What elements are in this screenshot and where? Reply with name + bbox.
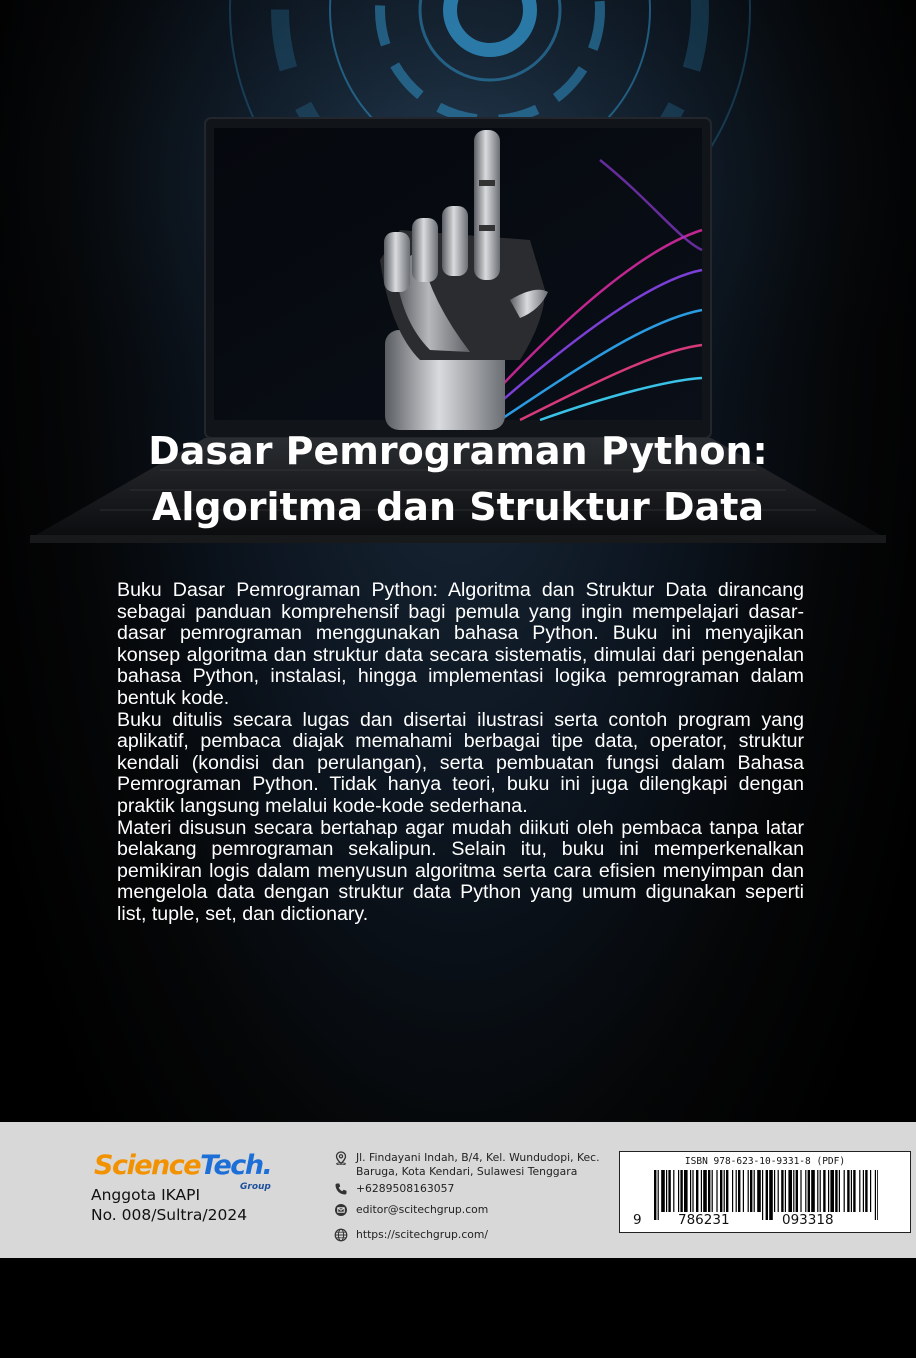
barcode-bar [828, 1170, 829, 1212]
phone-icon [334, 1182, 348, 1196]
barcode-digits-right: 093318 [782, 1212, 834, 1228]
barcode-bar [851, 1170, 852, 1212]
barcode-bar [658, 1170, 659, 1220]
barcode-bar [750, 1170, 752, 1212]
barcode-bar [692, 1170, 693, 1212]
barcode-bar [870, 1170, 871, 1212]
ikapi-membership: Anggota IKAPI [91, 1186, 201, 1204]
publisher-logo [94, 1150, 284, 1190]
contact-address [334, 1151, 624, 1179]
contact-phone [334, 1182, 454, 1196]
bottom-band [0, 1258, 916, 1358]
barcode-bar [830, 1170, 834, 1212]
barcode-bar [835, 1170, 837, 1212]
barcode-bar [661, 1170, 665, 1212]
barcode-bar [788, 1170, 792, 1212]
barcode-bar [690, 1170, 691, 1212]
barcode-bar [785, 1170, 786, 1212]
barcode-bar [875, 1170, 876, 1220]
phone-number[interactable]: +6289508163057 [356, 1182, 455, 1195]
barcode-bar [811, 1170, 815, 1212]
synopsis-paragraph: Materi disusun secara bertahap agar mudah diikuti oleh pembaca tanpa latar belakang pemrograman sekalipun. Selain itu, buku ini memperkenalkan pemikiran logis dalam menyusun algoritma serta cara efisien menyimpan dan mengelola data dengan struktur data Python yang umum digunakan seperti list, tuple, set, dan dictionary. [117, 816, 804, 925]
barcode-bar [726, 1170, 728, 1212]
robot-hand-laptop-illustration [0, 0, 916, 560]
contact-website [334, 1228, 488, 1242]
barcode-bar [778, 1170, 779, 1212]
barcode-digit-first: 9 [633, 1212, 642, 1228]
logo-group-label: Group [240, 1182, 271, 1192]
email-icon [334, 1203, 348, 1217]
barcode-bar [800, 1170, 801, 1212]
barcode-bar [769, 1170, 773, 1220]
book-title-line-1: Dasar Pemrograman Python: [148, 429, 768, 473]
isbn-barcode-box [619, 1151, 911, 1233]
ikapi-number: No. 008/Sultra/2024 [91, 1206, 248, 1224]
book-title-line-2: Algoritma dan Struktur Data [151, 485, 765, 529]
barcode-bar [847, 1170, 849, 1212]
synopsis-paragraph: Buku ditulis secara lugas dan disertai ilustrasi serta contoh program yang aplikatif, pembaca diajak memahami berbagai tipe data, operator, struktur kendali (kondisi dan perulangan), serta pembuatan fungsi dalam Bahasa Pemrograman Python. Tidak hanya teori, buku ini juga dilengkapi dengan praktik langsung melalui kode-kode sederhana. [117, 708, 804, 817]
barcode-bar [736, 1170, 737, 1212]
barcode-bar [757, 1170, 761, 1212]
barcode-bar [817, 1170, 818, 1212]
website-url[interactable]: https://scitechgrup.com/ [356, 1228, 489, 1241]
barcode-bar [805, 1170, 806, 1212]
barcode-bar [808, 1170, 810, 1212]
barcode-bar [863, 1170, 864, 1212]
barcode-bar [748, 1170, 749, 1212]
barcode-bar [793, 1170, 794, 1212]
contact-email [334, 1203, 488, 1217]
barcode-bar [853, 1170, 855, 1212]
barcode-bar [762, 1170, 763, 1220]
barcode-digits-left: 786231 [678, 1212, 730, 1228]
barcode-bar [724, 1170, 725, 1212]
barcode-bar [666, 1170, 667, 1212]
barcode-bar [754, 1170, 755, 1212]
barcode-bar [701, 1170, 702, 1212]
barcode-bar [673, 1170, 674, 1212]
barcode-bar [696, 1170, 698, 1212]
barcode-bar [680, 1170, 682, 1212]
barcode-bar [796, 1170, 798, 1212]
synopsis-paragraph: Buku Dasar Pemrograman Python: Algoritma dan Struktur Data dirancang sebagai panduan komprehensif bagi pemula yang ingin mempelajari dasar-dasar pemrograman menggunakan bahasa Python. Buku ini menyajikan konsep algoritma dan struktur data secara sistematis, dimulai dari pengenalan bahasa Python, instalasi, hingga implementasi logika pemrograman dalam bentuk kode. [117, 579, 804, 709]
barcode-bar [668, 1170, 670, 1212]
address-text: Jl. Findayani Indah, B/4, Kel. Wundudopi, Kec. Baruga, Kota Kendari, Sulawesi Tenggara [356, 1151, 600, 1178]
location-pin-icon [334, 1151, 348, 1165]
globe-icon [334, 1228, 348, 1242]
barcode-bar [712, 1170, 713, 1212]
barcode-bar [708, 1170, 710, 1212]
barcode-bar [716, 1170, 717, 1212]
barcode-bar [766, 1170, 768, 1220]
barcode-bar [678, 1170, 679, 1212]
barcode-bar [703, 1170, 707, 1212]
book-synopsis [117, 580, 804, 926]
barcode-bar [720, 1170, 722, 1212]
barcode-bar [865, 1170, 867, 1212]
email-address[interactable]: editor@scitechgrup.com [356, 1203, 489, 1216]
barcode-bar [820, 1170, 821, 1212]
barcode-bar [743, 1170, 744, 1212]
isbn-label: ISBN 978-623-10-9331-8 (PDF) [684, 1156, 846, 1167]
barcode-bar [877, 1170, 878, 1220]
barcode-bar [774, 1170, 775, 1212]
barcode-bar [738, 1170, 740, 1212]
barcode-bar [823, 1170, 825, 1212]
barcode-bar [844, 1170, 845, 1212]
barcode-bar [859, 1170, 860, 1212]
barcode-bar [839, 1170, 840, 1212]
barcode-bar [781, 1170, 783, 1212]
barcode-bar [654, 1170, 656, 1220]
barcode-bar [684, 1170, 688, 1212]
logo-wordmark: ScienceTech. [94, 1150, 272, 1181]
barcode-bar [732, 1170, 733, 1212]
